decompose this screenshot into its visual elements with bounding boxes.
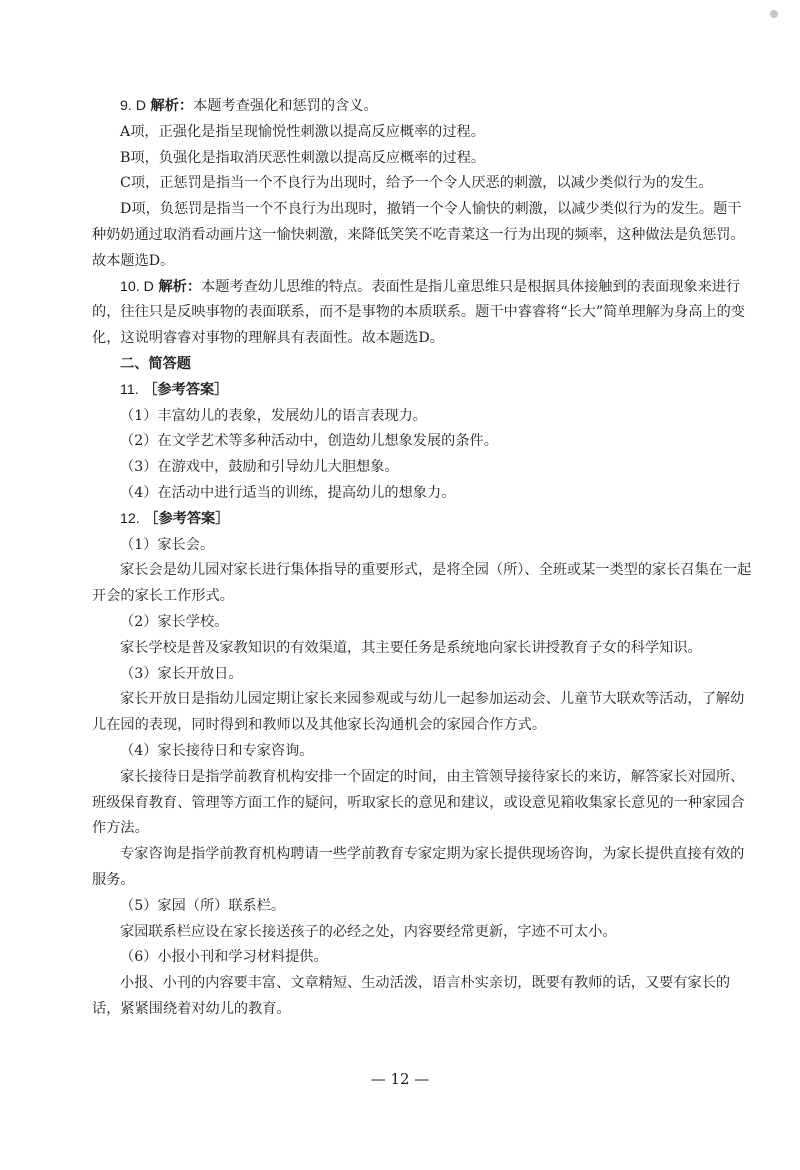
answer-label: 解析： (150, 98, 194, 114)
paragraph-text: 专家咨询是指学前教育机构聘请一些学前教育专家定期为家长提供现场咨询，为家长提供直接有效的服务。 (92, 846, 745, 888)
answer-paragraph (92, 894, 754, 920)
scan-mark (770, 10, 778, 18)
answer-label: ［参考答案］ (143, 381, 229, 398)
paragraph-text: 家长接待日是指学前教育机构安排一个固定的时间，由主管领导接待家长的来访，解答家长对园所、班级保育教育、管理等方面工作的疑问，听取家长的意见和建议，或设意见箱收集家长意见的一种家园合作方法。 (92, 768, 745, 837)
answer-paragraph (92, 197, 754, 274)
answer-label: 解析： (158, 278, 202, 295)
answer-content (92, 94, 754, 1023)
question-header (92, 507, 754, 533)
answer-paragraph (92, 739, 754, 765)
question-header (92, 378, 754, 404)
answer-paragraph (92, 662, 754, 688)
paragraph-text: （1）丰富幼儿的表象，发展幼儿的语言表现力。 (120, 407, 427, 424)
paragraph-text: 本题考查幼儿思维的特点。表面性是指儿童思维只是根据具体接触到的表面现象来进行的，往往只是反映事物的表面联系，而不是事物的本质联系。题干中睿睿将“长大”简单理解为身高上的变化，这说明睿睿对事物的理解具有表面性。故本题选D。 (92, 278, 745, 347)
question-number: 11. (120, 381, 139, 398)
paragraph-text: 家长开放日是指幼儿园定期让家长来园参观或与幼儿一起参加运动会、儿童节大联欢等活动，了解幼儿在园的表现，同时得到和教师以及其他家长沟通机会的家园合作方式。 (92, 691, 745, 734)
answer-paragraph (92, 765, 754, 842)
answer-paragraph (92, 687, 754, 739)
paragraph-text: （3）在游戏中，鼓励和引导幼儿大胆想象。 (120, 459, 399, 476)
page-number: — 12 — (370, 1070, 430, 1088)
paragraph-text: 家园联系栏应设在家长接送孩子的必经之处，内容要经常更新，字迹不可太小。 (120, 923, 617, 940)
paragraph-text: （6）小报小刊和学习材料提供。 (120, 949, 328, 966)
question-header (92, 94, 754, 120)
question-number: 10. D (120, 278, 154, 295)
paragraph-text: A项，正强化是指呈现愉悦性刺激以提高反应概率的过程。 (120, 123, 485, 140)
answer-paragraph (92, 842, 754, 894)
answer-paragraph (92, 481, 754, 507)
paragraph-text: 家长学校是普及家教知识的有效渠道，其主要任务是系统地向家长讲授教育子女的科学知识。 (120, 639, 702, 656)
answer-paragraph (92, 636, 754, 662)
paragraph-text: （1）家长会。 (120, 536, 215, 553)
answer-paragraph (92, 945, 754, 971)
answer-paragraph (92, 146, 754, 172)
paragraph-text: B项，负强化是指取消厌恶性刺激以提高反应概率的过程。 (120, 149, 486, 166)
answer-paragraph (92, 455, 754, 481)
answer-paragraph (92, 610, 754, 636)
answer-label: ［参考答案］ (144, 510, 230, 527)
question-number: 12. (120, 510, 140, 527)
paragraph-text: D项，负惩罚是指当一个不良行为出现时，撤销一个令人愉快的刺激，以减少类似行为的发生。题干种奶奶通过取消看动画片这一愉快刺激，来降低笑笑不吃青菜这一行为出现的频率，这种做法是负惩罚。故本题选D。 (92, 201, 745, 269)
paragraph-text: （2）在文学艺术等多种活动中，创造幼儿想象发展的条件。 (120, 433, 498, 450)
answer-paragraph (92, 558, 754, 610)
section-heading (92, 352, 754, 378)
answer-paragraph (92, 120, 754, 146)
paragraph-text: C项，正惩罚是指当一个不良行为出现时，给予一个令人厌恶的刺激，以减少类似行为的发生。 (120, 175, 713, 192)
paragraph-text: 小报、小刊的内容要丰富、文章精短、生动活泼，语言朴实亲切，既要有教师的话，又要有家长的话，紧紧围绕着对幼儿的教育。 (92, 975, 731, 1017)
paragraph-text: （2）家长学校。 (120, 613, 229, 630)
answer-paragraph (92, 171, 754, 197)
question-header (92, 275, 754, 352)
paragraph-text: （4）在活动中进行适当的训练，提高幼儿的想象力。 (120, 484, 456, 501)
section-heading-text: 二、简答题 (120, 355, 191, 372)
paragraph-text: （5）家园（所）联系栏。 (120, 897, 286, 914)
paragraph-text: （3）家长开放日。 (120, 665, 243, 682)
answer-paragraph (92, 920, 754, 946)
answer-paragraph (92, 971, 754, 1023)
paragraph-text: 家长会是幼儿园对家长进行集体指导的重要形式，是将全园（所）、全班或某一类型的家长召集在一起开会的家长工作形式。 (92, 562, 752, 605)
answer-paragraph (92, 429, 754, 455)
question-number: 9. D (120, 98, 147, 114)
answer-paragraph (92, 533, 754, 559)
answer-paragraph (92, 404, 754, 430)
paragraph-text: 本题考查强化和惩罚的含义。 (193, 98, 378, 114)
paragraph-text: （4）家长接待日和专家咨询。 (120, 742, 314, 759)
